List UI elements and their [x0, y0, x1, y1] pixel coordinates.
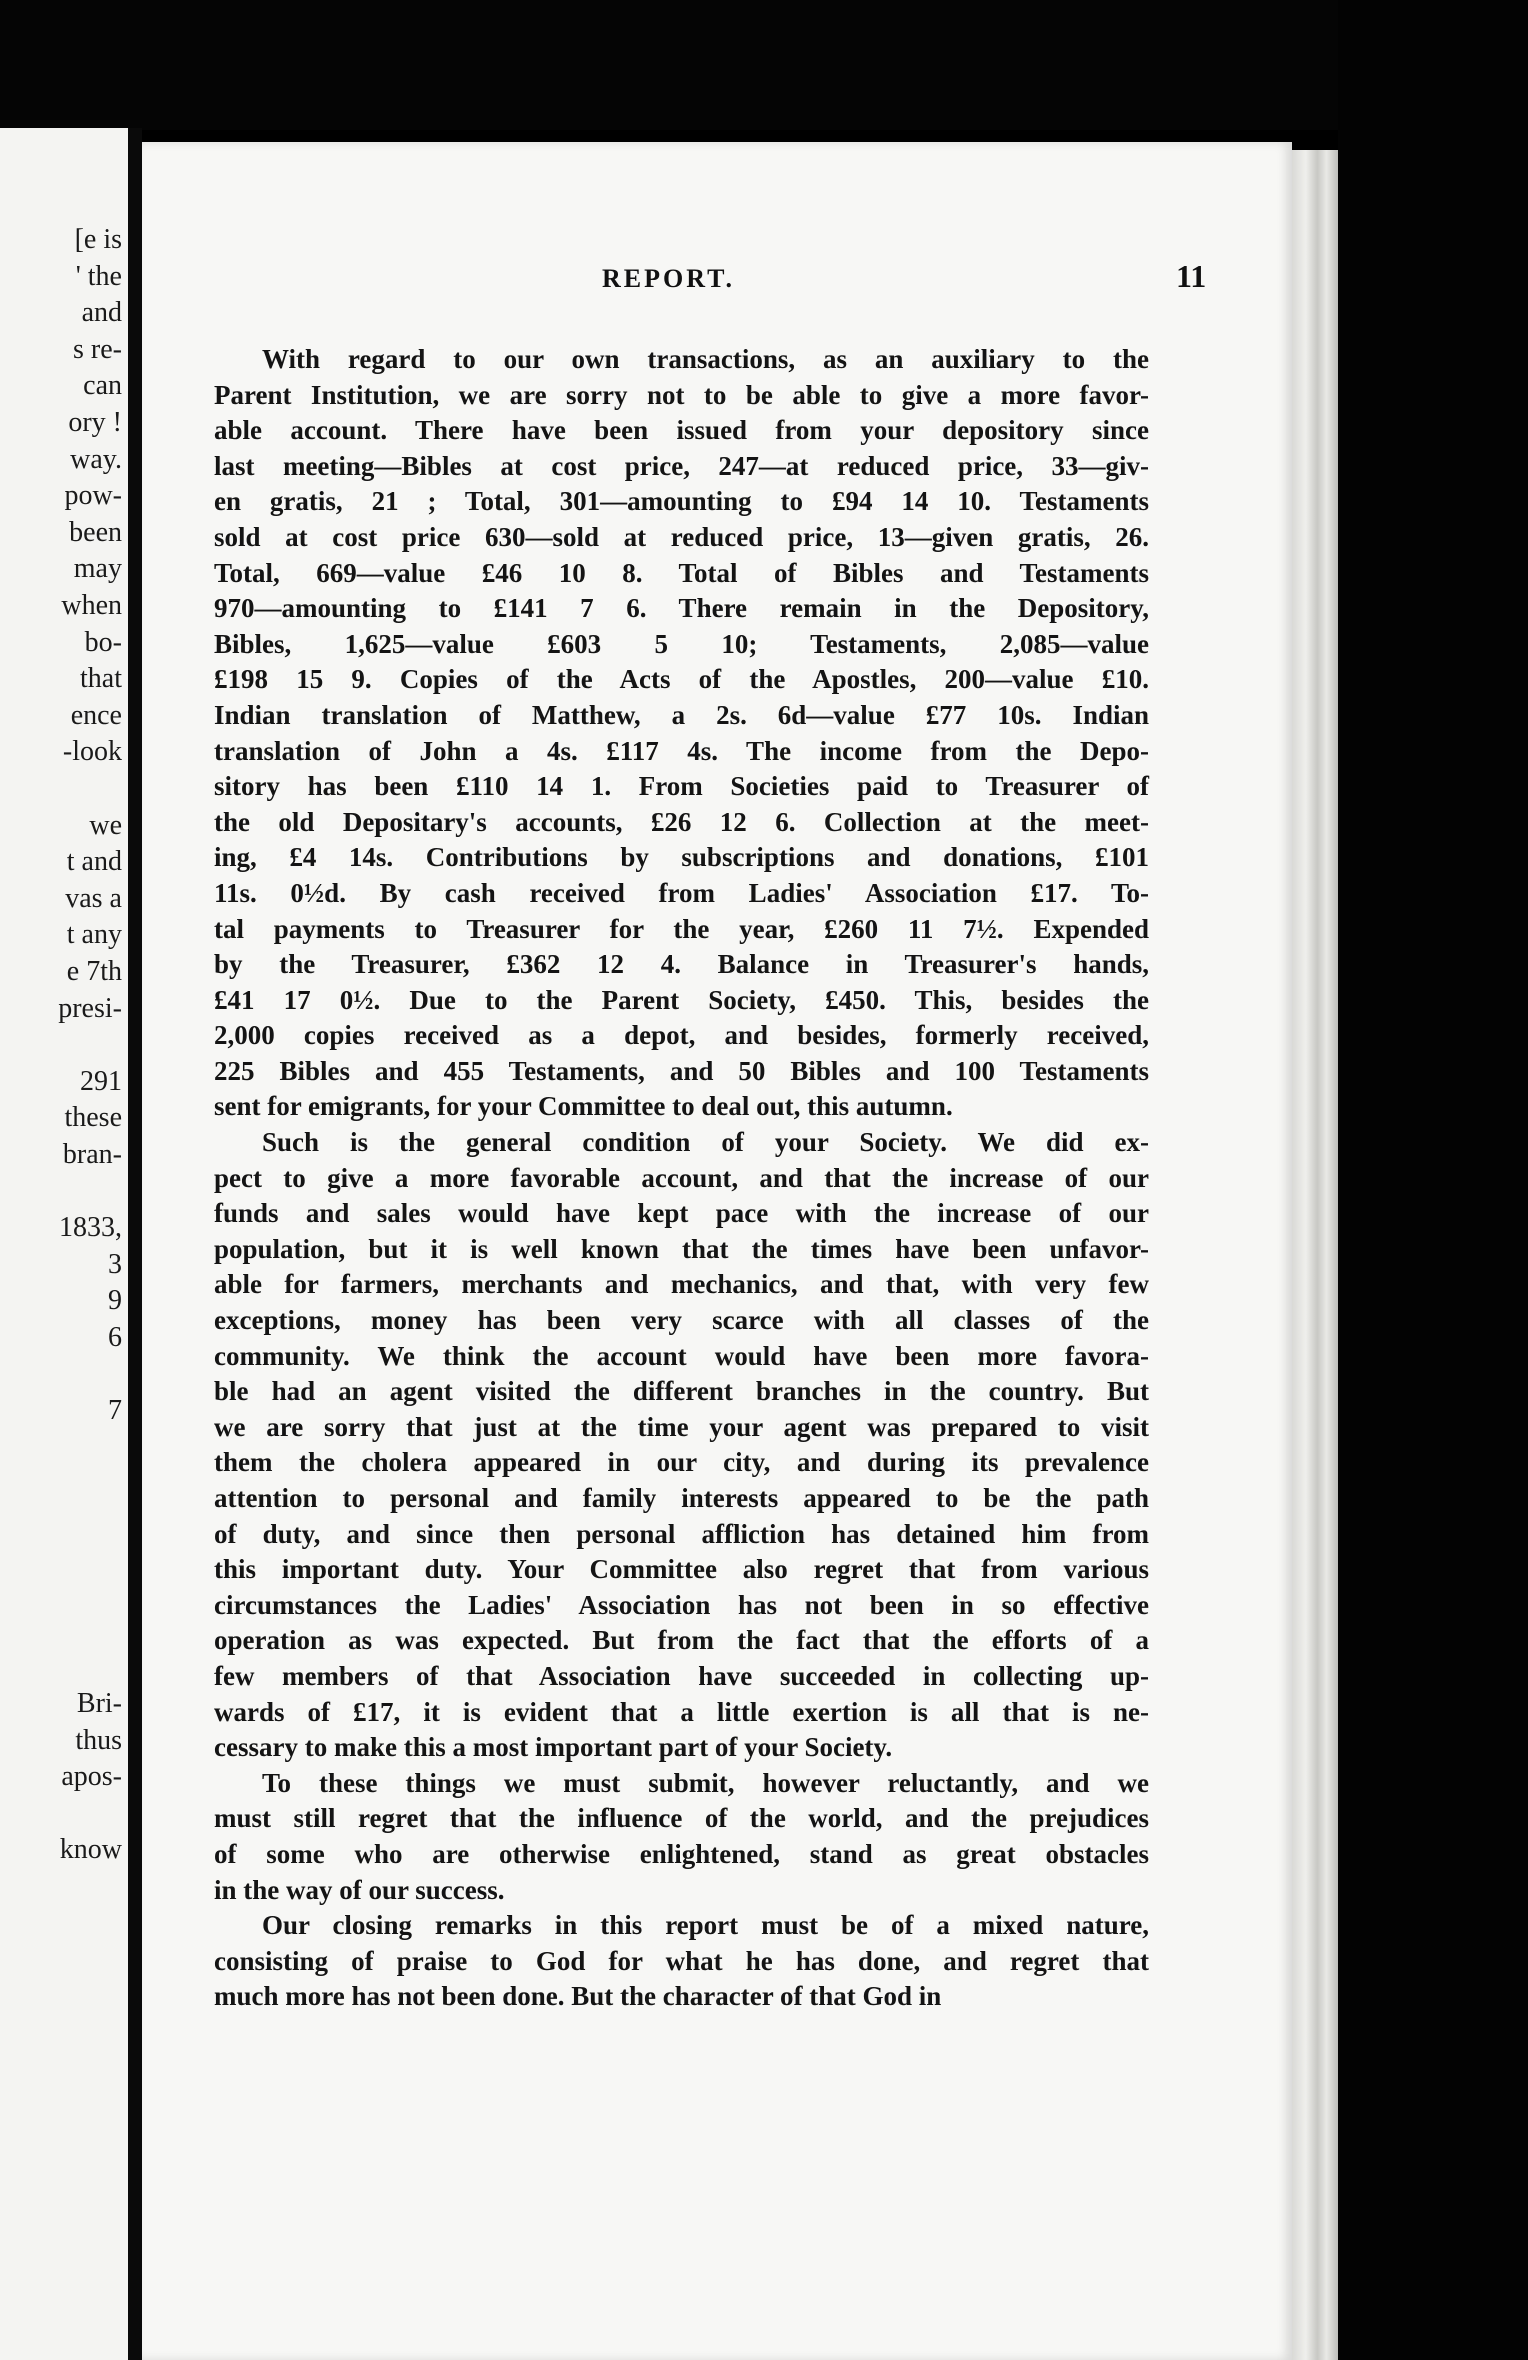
text-line: funds and sales would have kept pace with the increase of our	[214, 1198, 1149, 1229]
text-line: £198 15 9. Copies of the Acts of the Apostles, 200—value £10.	[214, 664, 1149, 695]
text-line: operation as was expected. But from the fact that the efforts of a	[214, 1625, 1149, 1656]
text-line: With regard to our own transactions, as an auxiliary to the	[262, 344, 1149, 374]
text-line: £41 17 0½. Due to the Parent Society, £450. This, besides the	[214, 984, 1149, 1015]
facing-page-text-fragment: t and	[66, 846, 122, 878]
facing-page-text-fragment: and	[81, 297, 122, 329]
facing-page-text-fragment: presi-	[58, 992, 122, 1024]
text-line: this important duty. Your Committee also regret that from various	[214, 1554, 1149, 1585]
report-body-text	[214, 342, 1149, 2015]
book-gutter	[128, 128, 142, 2360]
text-line: Total, 669—value £46 10 8. Total of Bibles and Testaments	[214, 557, 1149, 588]
facing-page-text-fragment: [e is	[74, 224, 122, 255]
text-line: Bibles, 1,625—value £603 5 10; Testaments, 2,085—value	[214, 628, 1149, 659]
text-line: last meeting—Bibles at cost price, 247—at reduced price, 33—giv-	[214, 450, 1149, 481]
facing-page-text-fragment: t any	[66, 919, 122, 951]
text-line: sold at cost price 630—sold at reduced price, 13—given gratis, 26.	[214, 521, 1149, 552]
text-line: en gratis, 21 ; Total, 301—amounting to £94 14 10. Testaments	[214, 486, 1149, 517]
text-line: population, but it is well known that the times have been unfavor-	[214, 1233, 1149, 1264]
facing-page-text-fragment: 7	[108, 1395, 122, 1427]
facing-page-text-fragment: apos-	[61, 1761, 122, 1793]
paragraph	[214, 1766, 1149, 1908]
text-line: sitory has been £110 14 1. From Societies paid to Treasurer of	[214, 771, 1149, 802]
page-number: 11	[1176, 258, 1207, 294]
text-line: able for farmers, merchants and mechanics, and that, with very few	[214, 1269, 1149, 1300]
facing-page-text-fragment: been	[69, 516, 122, 548]
book-page	[142, 142, 1292, 2360]
facing-page-text-fragment: these	[64, 1102, 122, 1134]
facing-page-text-fragment: -look	[62, 736, 122, 768]
text-line: we are sorry that just at the time your agent was prepared to visit	[214, 1411, 1149, 1442]
text-line: community. We think the account would have been more favora-	[214, 1340, 1149, 1371]
facing-page-text-fragment: ' the	[75, 260, 122, 292]
facing-page-text-fragment: e 7th	[66, 956, 122, 987]
text-line: much more has not been done. But the character of that God in	[214, 1981, 942, 2012]
facing-page-text-fragment: s re-	[73, 333, 122, 365]
text-line: cessary to make this a most important part of your Society.	[214, 1732, 893, 1763]
facing-page-text-fragment: 1833,	[59, 1212, 122, 1244]
text-line: the old Depositary's accounts, £26 12 6. Collection at the meet-	[214, 806, 1149, 837]
running-title: REPORT.	[602, 264, 735, 293]
text-line: tal payments to Treasurer for the year, £260 11 7½. Expended	[214, 913, 1149, 944]
text-line: exceptions, money has been very scarce with all classes of the	[214, 1305, 1149, 1336]
running-head	[142, 258, 1292, 304]
facing-page-text-fragment: thus	[75, 1724, 122, 1756]
text-line: them the cholera appeared in our city, and during its prevalence	[214, 1447, 1149, 1478]
facing-page-text-fragment: when	[61, 590, 122, 621]
text-line: Our closing remarks in this report must be of a mixed nature,	[262, 1910, 1149, 1941]
facing-page-text-fragment: that	[80, 663, 122, 695]
text-line: 225 Bibles and 455 Testaments, and 50 Bibles and 100 Testaments	[214, 1055, 1149, 1086]
text-line: of some who are otherwise enlightened, stand as great obstacles	[214, 1838, 1149, 1869]
text-line: sent for emigrants, for your Committee to deal out, this autumn.	[214, 1091, 953, 1122]
text-line: Such is the general condition of your Society. We did ex-	[262, 1127, 1149, 1158]
scan-right-margin	[1338, 0, 1528, 2360]
text-line: ble had an agent visited the different branches in the country. But	[214, 1376, 1149, 1407]
paragraph	[214, 342, 1149, 1125]
facing-page-fragment	[0, 128, 128, 2360]
facing-page-text-fragment: 291	[80, 1065, 122, 1097]
facing-page-text-fragment: Bri-	[76, 1688, 122, 1719]
facing-page-text-fragment: know	[59, 1834, 122, 1866]
facing-page-text-fragment: bo-	[84, 626, 122, 658]
page-edges	[1292, 150, 1338, 2360]
text-line: attention to personal and family interests appeared to be the path	[214, 1483, 1149, 1513]
facing-page-text-fragment: ence	[70, 699, 122, 731]
text-line: wards of £17, it is evident that a little exertion is all that is ne-	[214, 1696, 1149, 1727]
facing-page-text-fragment: 9	[108, 1285, 122, 1317]
text-line: translation of John a 4s. £117 4s. The income from the Depo-	[214, 735, 1149, 766]
paragraph	[214, 1125, 1149, 1766]
text-line: Indian translation of Matthew, a 2s. 6d—value £77 10s. Indian	[214, 699, 1149, 730]
facing-page-text-fragment: may	[73, 553, 122, 585]
text-line: consisting of praise to God for what he has done, and regret that	[214, 1945, 1149, 1976]
facing-page-text-fragment: 6	[108, 1322, 122, 1353]
facing-page-text-fragment: way.	[70, 443, 122, 475]
facing-page-text-fragment: we	[89, 809, 122, 841]
text-line: pect to give a more favorable account, and that the increase of our	[214, 1162, 1149, 1193]
text-line: circumstances the Ladies' Association has not been in so effective	[214, 1589, 1149, 1620]
text-line: able account. There have been issued from your depository since	[214, 415, 1149, 446]
facing-page-text-fragment: 3	[108, 1248, 122, 1280]
facing-page-text-fragment: can	[83, 370, 122, 402]
text-line: of duty, and since then personal affliction has detained him from	[214, 1518, 1149, 1549]
text-line: ing, £4 14s. Contributions by subscriptions and donations, £101	[214, 842, 1149, 873]
paragraph	[214, 1908, 1149, 2015]
facing-page-text-fragment: vas a	[65, 882, 122, 914]
text-line: 970—amounting to £141 7 6. There remain in the Depository,	[214, 593, 1149, 624]
text-line: by the Treasurer, £362 12 4. Balance in Treasurer's hands,	[214, 949, 1149, 980]
text-line: must still regret that the influence of the world, and the prejudices	[214, 1803, 1149, 1834]
scan-top-margin	[0, 0, 1528, 130]
facing-page-text-fragment: pow-	[64, 480, 122, 512]
facing-page-text-fragment: bran-	[62, 1139, 122, 1170]
facing-page-text-fragment: ory !	[68, 407, 122, 438]
text-line: 2,000 copies received as a depot, and besides, formerly received,	[214, 1020, 1149, 1051]
text-line: Parent Institution, we are sorry not to be able to give a more favor-	[214, 379, 1149, 410]
text-line: few members of that Association have succeeded in collecting up-	[214, 1660, 1149, 1691]
text-line: To these things we must submit, however reluctantly, and we	[262, 1767, 1149, 1798]
text-line: 11s. 0½d. By cash received from Ladies' Association £17. To-	[214, 877, 1149, 908]
text-line: in the way of our success.	[214, 1874, 505, 1905]
